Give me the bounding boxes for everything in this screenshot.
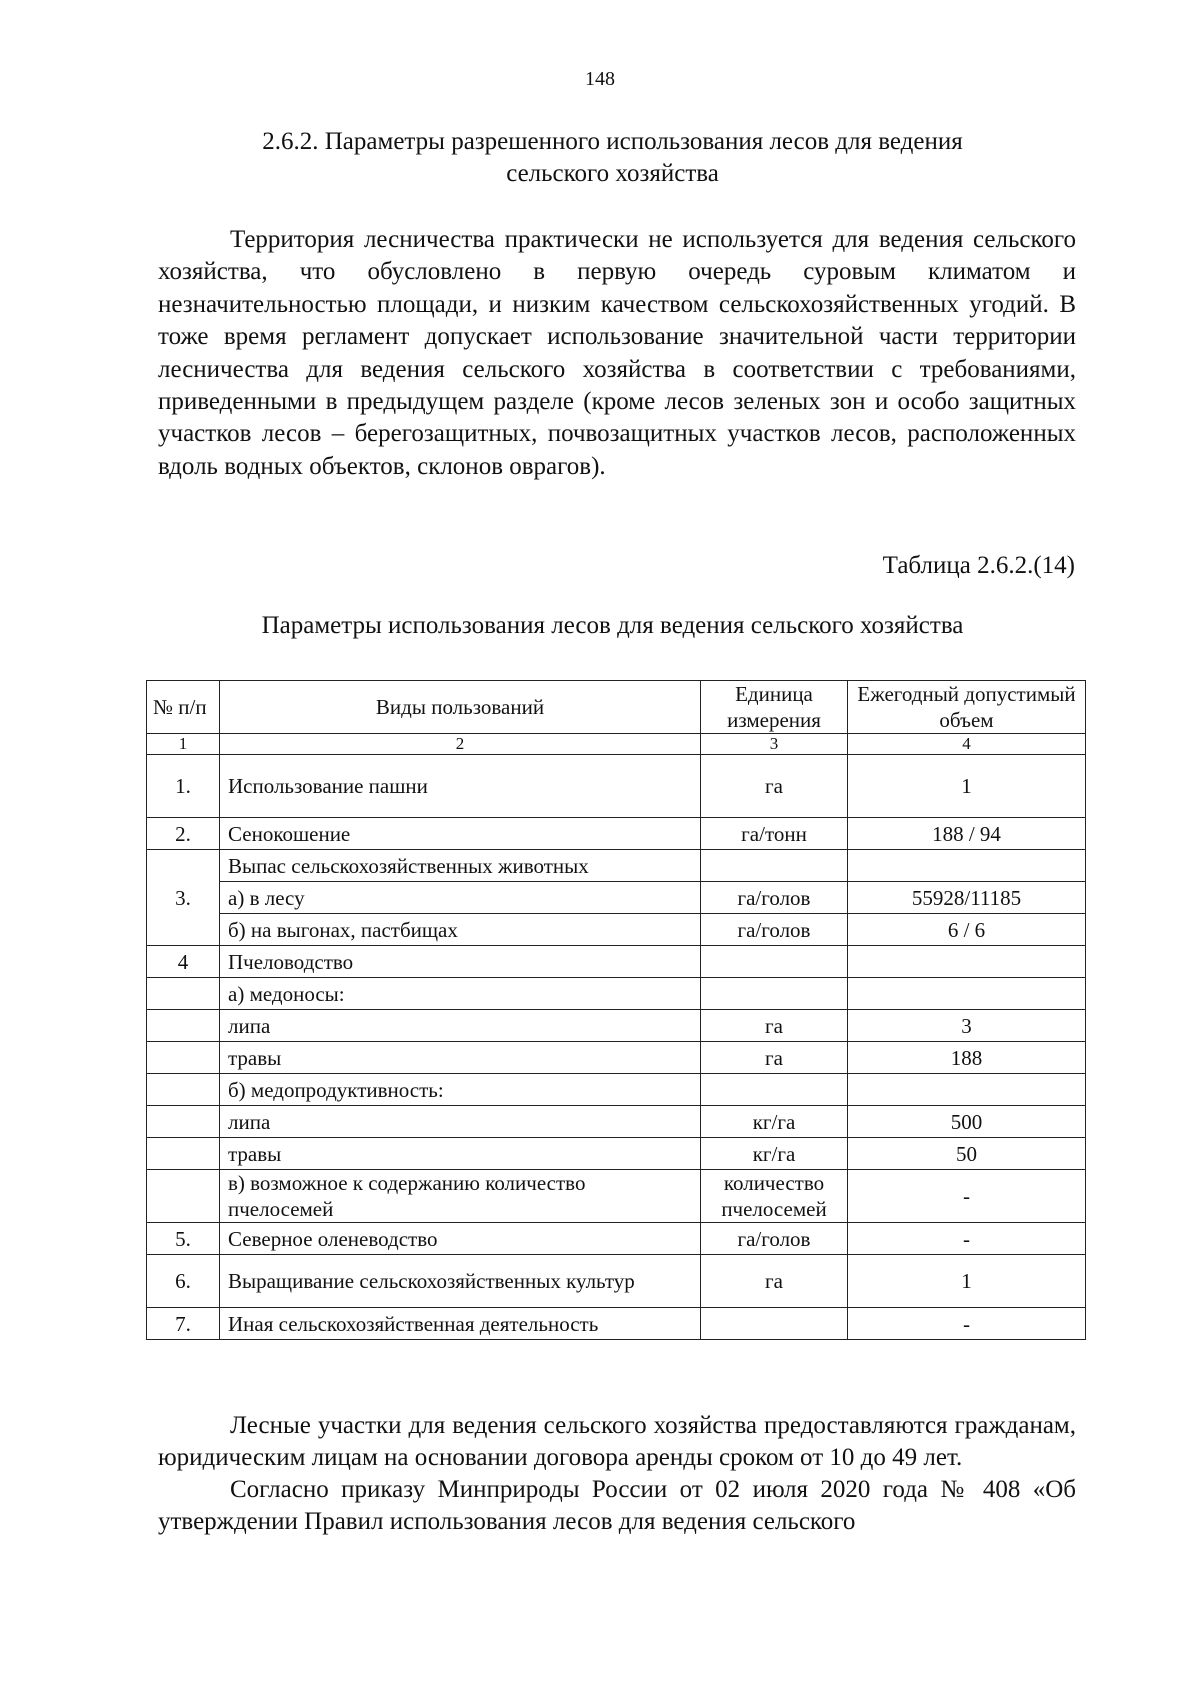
row-num bbox=[147, 1138, 220, 1170]
table-row bbox=[147, 818, 1086, 850]
table-row bbox=[147, 1170, 1086, 1223]
row-unit bbox=[701, 946, 848, 978]
row-num bbox=[147, 978, 220, 1010]
row-num: 2. bbox=[147, 818, 220, 850]
table-row bbox=[147, 1138, 1086, 1170]
row-unit: кг/га bbox=[701, 1138, 848, 1170]
row-unit: га bbox=[701, 755, 848, 818]
row-unit bbox=[701, 850, 848, 882]
row-volume: 500 bbox=[848, 1106, 1086, 1138]
row-type: Северное оленеводство bbox=[220, 1223, 701, 1255]
row-num: 3. bbox=[147, 850, 220, 946]
table-row bbox=[147, 946, 1086, 978]
row-type: а) медоносы: bbox=[220, 978, 701, 1010]
row-type: липа bbox=[220, 1106, 701, 1138]
row-unit: га/голов bbox=[701, 1223, 848, 1255]
section-title-line-2: сельского хозяйства bbox=[506, 160, 719, 187]
row-volume: - bbox=[848, 1308, 1086, 1340]
row-volume: - bbox=[848, 1170, 1086, 1223]
table-row bbox=[147, 1308, 1086, 1340]
row-volume bbox=[848, 978, 1086, 1010]
row-type: в) возможное к содержанию количество пчелосемей bbox=[220, 1170, 701, 1223]
header-type: Виды пользований bbox=[220, 681, 701, 734]
row-num: 6. bbox=[147, 1255, 220, 1308]
row-type: Выпас сельскохозяйственных животных bbox=[220, 850, 701, 882]
row-volume: - bbox=[848, 1223, 1086, 1255]
section-title bbox=[150, 126, 1075, 190]
paragraph-lease-text: Лесные участки для ведения сельского хозяйства предоставляются гражданам, юридическим лицам на основании договора аренды сроком от 10 до 49 лет. bbox=[158, 1412, 1076, 1472]
row-unit bbox=[701, 1074, 848, 1106]
table-header-row bbox=[147, 681, 1086, 734]
row-unit bbox=[701, 978, 848, 1010]
row-volume: 6 / 6 bbox=[848, 914, 1086, 946]
row-num bbox=[147, 1170, 220, 1223]
row-unit: кг/га bbox=[701, 1106, 848, 1138]
table-row bbox=[147, 1074, 1086, 1106]
row-volume: 3 bbox=[848, 1010, 1086, 1042]
table-row bbox=[147, 978, 1086, 1010]
page-number: 148 bbox=[585, 68, 615, 90]
table-row bbox=[147, 914, 1086, 946]
column-number: 2 bbox=[220, 734, 701, 755]
row-num bbox=[147, 1042, 220, 1074]
table-row bbox=[147, 1223, 1086, 1255]
paragraph-order-text: Согласно приказу Минприроды России от 02 июля 2020 года № 408 «Об утверждении Правил использования лесов для ведения сельского bbox=[158, 1476, 1076, 1536]
row-type: а) в лесу bbox=[220, 882, 701, 914]
column-number-row bbox=[147, 734, 1086, 755]
row-volume bbox=[848, 1074, 1086, 1106]
row-type: липа bbox=[220, 1010, 701, 1042]
row-num bbox=[147, 1010, 220, 1042]
paragraph-order bbox=[158, 1474, 1076, 1539]
paragraph-lease bbox=[158, 1410, 1076, 1475]
row-num: 4 bbox=[147, 946, 220, 978]
row-type: Выращивание сельскохозяйственных культур bbox=[220, 1255, 701, 1308]
row-type: Использование пашни bbox=[220, 755, 701, 818]
row-type: б) медопродуктивность: bbox=[220, 1074, 701, 1106]
section-title-line-1: 2.6.2. Параметры разрешенного использования лесов для ведения bbox=[262, 128, 963, 155]
table-caption: Таблица 2.6.2.(14) bbox=[882, 552, 1075, 579]
row-volume: 188 bbox=[848, 1042, 1086, 1074]
row-unit: количество пчелосемей bbox=[701, 1170, 848, 1223]
row-num: 7. bbox=[147, 1308, 220, 1340]
table-row bbox=[147, 1106, 1086, 1138]
header-volume: Ежегодный допустимый объем bbox=[848, 681, 1086, 734]
column-number: 3 bbox=[701, 734, 848, 755]
row-unit bbox=[701, 1308, 848, 1340]
row-unit: га/тонн bbox=[701, 818, 848, 850]
row-volume: 50 bbox=[848, 1138, 1086, 1170]
row-unit: га/голов bbox=[701, 882, 848, 914]
row-type: Сенокошение bbox=[220, 818, 701, 850]
row-num: 5. bbox=[147, 1223, 220, 1255]
row-unit: га bbox=[701, 1255, 848, 1308]
table-row bbox=[147, 1255, 1086, 1308]
row-volume: 1 bbox=[848, 1255, 1086, 1308]
row-type: травы bbox=[220, 1042, 701, 1074]
header-num: № п/п bbox=[147, 681, 220, 734]
table-row bbox=[147, 882, 1086, 914]
row-num: 1. bbox=[147, 755, 220, 818]
row-volume: 55928/11185 bbox=[848, 882, 1086, 914]
row-type: Пчеловодство bbox=[220, 946, 701, 978]
column-number: 1 bbox=[147, 734, 220, 755]
row-unit: га bbox=[701, 1010, 848, 1042]
row-type: б) на выгонах, пастбищах bbox=[220, 914, 701, 946]
table-row bbox=[147, 850, 1086, 882]
row-type: травы bbox=[220, 1138, 701, 1170]
row-num bbox=[147, 1106, 220, 1138]
table-row bbox=[147, 1010, 1086, 1042]
paragraph-intro bbox=[158, 224, 1076, 483]
table-row bbox=[147, 755, 1086, 818]
header-unit: Единица измерения bbox=[701, 681, 848, 734]
paragraph-intro-text: Территория лесничества практически не используется для ведения сельского хозяйства, что обусловлено в первую очередь суровым климатом и незначительностью площади, и низким качеством сельскохозяйственных угодий. В тоже время регламент допускает использование значительной части территории лесничества для ведения сельского хозяйства в соответствии с требованиями, приведенными в предыдущем разделе (кроме лесов зеленых зон и особо защитных участков лесов – берегозащитных, почвозащитных участков лесов, расположенных вдоль водных объектов, склонов оврагов). bbox=[158, 226, 1076, 480]
row-num bbox=[147, 1074, 220, 1106]
row-type: Иная сельскохозяйственная деятельность bbox=[220, 1308, 701, 1340]
row-unit: га bbox=[701, 1042, 848, 1074]
table-title: Параметры использования лесов для ведения сельского хозяйства bbox=[261, 612, 964, 639]
column-number: 4 bbox=[848, 734, 1086, 755]
row-volume bbox=[848, 850, 1086, 882]
row-volume bbox=[848, 946, 1086, 978]
table-row bbox=[147, 1042, 1086, 1074]
row-volume: 188 / 94 bbox=[848, 818, 1086, 850]
parameters-table bbox=[146, 680, 1086, 1340]
row-volume: 1 bbox=[848, 755, 1086, 818]
row-unit: га/голов bbox=[701, 914, 848, 946]
